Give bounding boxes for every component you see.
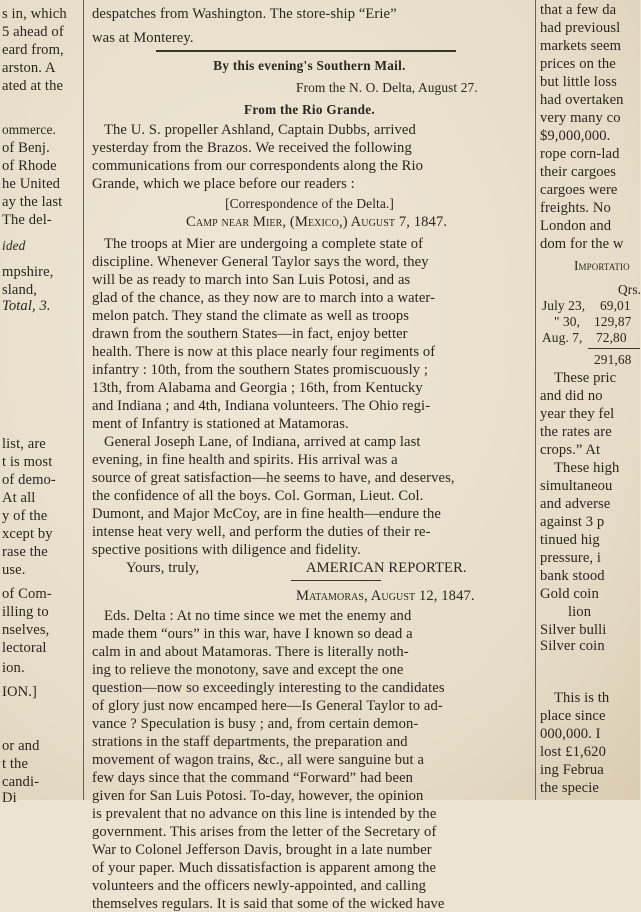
right-line: that a few da: [540, 2, 617, 18]
article-line: health. There is now at this place nearly four regiments of: [92, 344, 436, 360]
article-line: is prevalent that no advance on this line is intended by the: [92, 806, 437, 822]
right-line: markets seem: [540, 38, 622, 54]
right-line: crops.” At: [540, 442, 601, 458]
article-line: Grande, which we place before our readers :: [92, 176, 355, 192]
right-line: had previousl: [540, 20, 621, 36]
article-line: question—now so exceedingly interesting to the candidates: [92, 680, 445, 696]
article-line: of your paper. Much dissatisfaction is apparent among the: [92, 860, 437, 876]
left-line: of Rhode: [2, 158, 57, 174]
left-line: illing to: [2, 604, 49, 620]
article-line: intense heat very well, and perform the duties of their re-: [92, 524, 431, 540]
article-line: government. This arises from the letter of the Secretary of: [92, 824, 437, 840]
table-date: July 23,: [542, 298, 586, 313]
left-line: xcept by: [2, 526, 53, 542]
right-line: the specie: [540, 780, 599, 796]
left-line: t the: [2, 756, 29, 772]
right-line: but little loss: [540, 74, 617, 90]
article-line: The troops at Mier are undergoing a complete state of: [104, 236, 424, 252]
right-line: place since: [540, 708, 606, 724]
article-line: War to Colonel Jefferson Davis, brought in a late number: [92, 842, 432, 858]
right-line: London and: [540, 218, 612, 234]
left-line: At all: [2, 490, 36, 506]
column-rule: [535, 0, 536, 800]
left-line: s in, which: [2, 6, 67, 22]
article-line: the confidence of all the boys. Col. Gorman, Lieut. Col.: [92, 488, 424, 504]
subheading: From the Rio Grande.: [243, 102, 376, 117]
section-divider: [156, 50, 456, 52]
article-line: drawn from the southern States—in fact, enjoy better: [92, 326, 408, 342]
right-line: Gold coin: [540, 586, 599, 602]
article-line: source of great satisfaction—he seems to have, and deserves,: [92, 470, 455, 486]
right-line: the rates are: [540, 424, 612, 440]
right-line: freights. No: [540, 200, 611, 216]
right-line: 000,000. I: [540, 726, 601, 742]
article-line: strations in the staff departments, the preparation and: [92, 734, 408, 750]
left-line: rase the: [2, 544, 48, 560]
left-line: arston. A: [2, 60, 56, 76]
left-line: lectoral: [2, 640, 47, 656]
signature: AMERICAN REPORTER.: [306, 560, 467, 576]
article-line: yesterday from the Brazos. We received the following: [92, 140, 412, 156]
article-line: glad of the chance, as they now are to march into a water-: [92, 290, 436, 306]
left-line: eard from,: [2, 42, 64, 58]
right-line: pressure, i: [540, 550, 602, 566]
left-line: of Com-: [2, 586, 52, 602]
article-line: vance ? Speculation is busy ; and, from certain demon-: [92, 716, 419, 732]
right-line: ing Februa: [540, 762, 604, 778]
article-line: General Joseph Lane, of Indiana, arrived at camp last: [104, 434, 421, 450]
table-value: 72,80: [596, 330, 627, 345]
right-column: [538, 0, 640, 800]
left-line: The del-: [2, 212, 52, 228]
right-line: and adverse: [540, 496, 611, 512]
article-line: made them “ours” in this war, have I known so dead a: [92, 626, 413, 642]
table-value: 129,87: [594, 314, 632, 329]
left-line: ion.: [2, 660, 25, 676]
main-article-column: [86, 0, 533, 912]
table-date: " 30,: [554, 314, 581, 329]
left-line: ION.]: [2, 684, 37, 700]
article-line: was at Monterey.: [92, 30, 194, 46]
left-line: he United: [2, 176, 61, 192]
article-line: calm in and about Matamoras. There is literally noth-: [92, 644, 409, 660]
left-line: ay the last: [2, 194, 63, 210]
right-line: lion: [568, 604, 592, 620]
left-line: of demo-: [2, 472, 56, 488]
left-line: nselves,: [2, 622, 50, 638]
table-total: 291,68: [594, 352, 632, 367]
article-line: ment of Infantry is stationed at Matamoras.: [92, 416, 349, 432]
left-line: use.: [2, 562, 26, 578]
article-line: The U. S. propeller Ashland, Captain Dubbs, arrived: [104, 122, 416, 138]
left-line: y of the: [2, 508, 48, 524]
left-line: ommerce.: [2, 122, 56, 137]
article-line: evening, in fine health and spirits. His arrival was a: [92, 452, 398, 468]
article-line: of glory just now encamped here—Is General Taylor to ad-: [92, 698, 443, 714]
right-line: cargoes were: [540, 182, 618, 198]
article-line: given for San Luis Potosi. To-day, however, the opinion: [92, 788, 424, 804]
right-line: lost £1,620: [540, 744, 606, 760]
article-line: melon patch. They stand the climate as well as troops: [92, 308, 410, 324]
article-line: Dumont, and Major McCoy, are in fine health—endure the: [92, 506, 441, 522]
section-heading: By this evening's Southern Mail.: [213, 58, 406, 73]
article-line: Eds. Delta : At no time since we met the enemy and: [104, 608, 412, 624]
right-line: $9,000,000.: [540, 128, 611, 144]
article-line: few days since that the command “Forward” had been: [92, 770, 414, 786]
article-line: will be as ready to march into San Luis Potosi, and as: [92, 272, 411, 288]
left-line: Di: [2, 790, 17, 806]
article-line: discipline. Whenever General Taylor says the word, they: [92, 254, 429, 270]
table-rule: [588, 348, 640, 349]
article-line: and Indiana ; and 4th, Indiana volunteers. The Ohio regi-: [92, 398, 431, 414]
right-line: This is th: [554, 690, 610, 706]
signoff: Yours, truly,: [126, 560, 200, 576]
right-line: prices on the: [540, 56, 616, 72]
left-line: t is most: [2, 454, 53, 470]
left-column: [0, 0, 80, 806]
left-line: mpshire,: [2, 264, 54, 280]
right-line: tinued hig: [540, 532, 600, 548]
article-line: communications from our correspondents along the Rio: [92, 158, 424, 174]
table-value: 69,01: [600, 298, 631, 313]
article-line: despatches from Washington. The store-ship “Erie”: [92, 6, 397, 22]
correspondence-label: [Correspondence of the Delta.]: [225, 196, 394, 211]
right-line: Silver bulli: [540, 622, 607, 638]
source-line: From the N. O. Delta, August 27.: [296, 80, 478, 95]
article-line: spective positions with diligence and fidelity.: [92, 542, 361, 558]
left-line: or and: [2, 738, 40, 754]
left-line: ated at the: [2, 78, 64, 94]
right-line: rope corn-lad: [540, 146, 620, 162]
left-line: ided: [2, 238, 26, 253]
right-line: Silver coin: [540, 638, 605, 654]
table-date: Aug. 7,: [542, 330, 583, 345]
left-line: of Benj.: [2, 140, 50, 156]
left-line: list, are: [2, 436, 46, 452]
right-line: their cargoes: [540, 164, 616, 180]
right-line: against 3 p: [540, 514, 605, 530]
short-divider: [291, 580, 381, 581]
dateline: Matamoras, August 12, 1847.: [296, 588, 475, 604]
table-title: Importatio: [574, 258, 630, 273]
left-line: 5 ahead of: [2, 24, 64, 40]
article-line: ing to relieve the monotony, save and except the one: [92, 662, 404, 678]
article-line: themselves regulars. It is said that some of the wicked have: [92, 896, 445, 912]
left-line: Total, 3.: [2, 298, 51, 314]
right-line: year they fel: [540, 406, 615, 422]
article-line: movement of wagon trains, &c., all were sanguine but a: [92, 752, 425, 768]
right-line: bank stood: [540, 568, 605, 584]
right-line: These pric: [554, 370, 617, 386]
right-line: dom for the w: [540, 236, 624, 252]
article-line: 13th, from Alabama and Georgia ; 16th, from Kentucky: [92, 380, 423, 396]
left-line: candi-: [2, 774, 40, 790]
right-line: and did no: [540, 388, 603, 404]
right-line: had overtaken: [540, 92, 624, 108]
article-line: volunteers and the officers newly-appointed, and calling: [92, 878, 426, 894]
column-rule: [83, 0, 84, 800]
article-line: infantry : 10th, from the southern States promiscuously ;: [92, 362, 429, 378]
dateline: Camp near Mier, (Mexico,) August 7, 1847.: [186, 214, 448, 230]
right-line: These high: [554, 460, 620, 476]
right-line: simultaneou: [540, 478, 613, 494]
right-line: very many co: [540, 110, 621, 126]
table-header: Qrs.: [618, 282, 641, 297]
left-line: sland,: [2, 282, 38, 298]
